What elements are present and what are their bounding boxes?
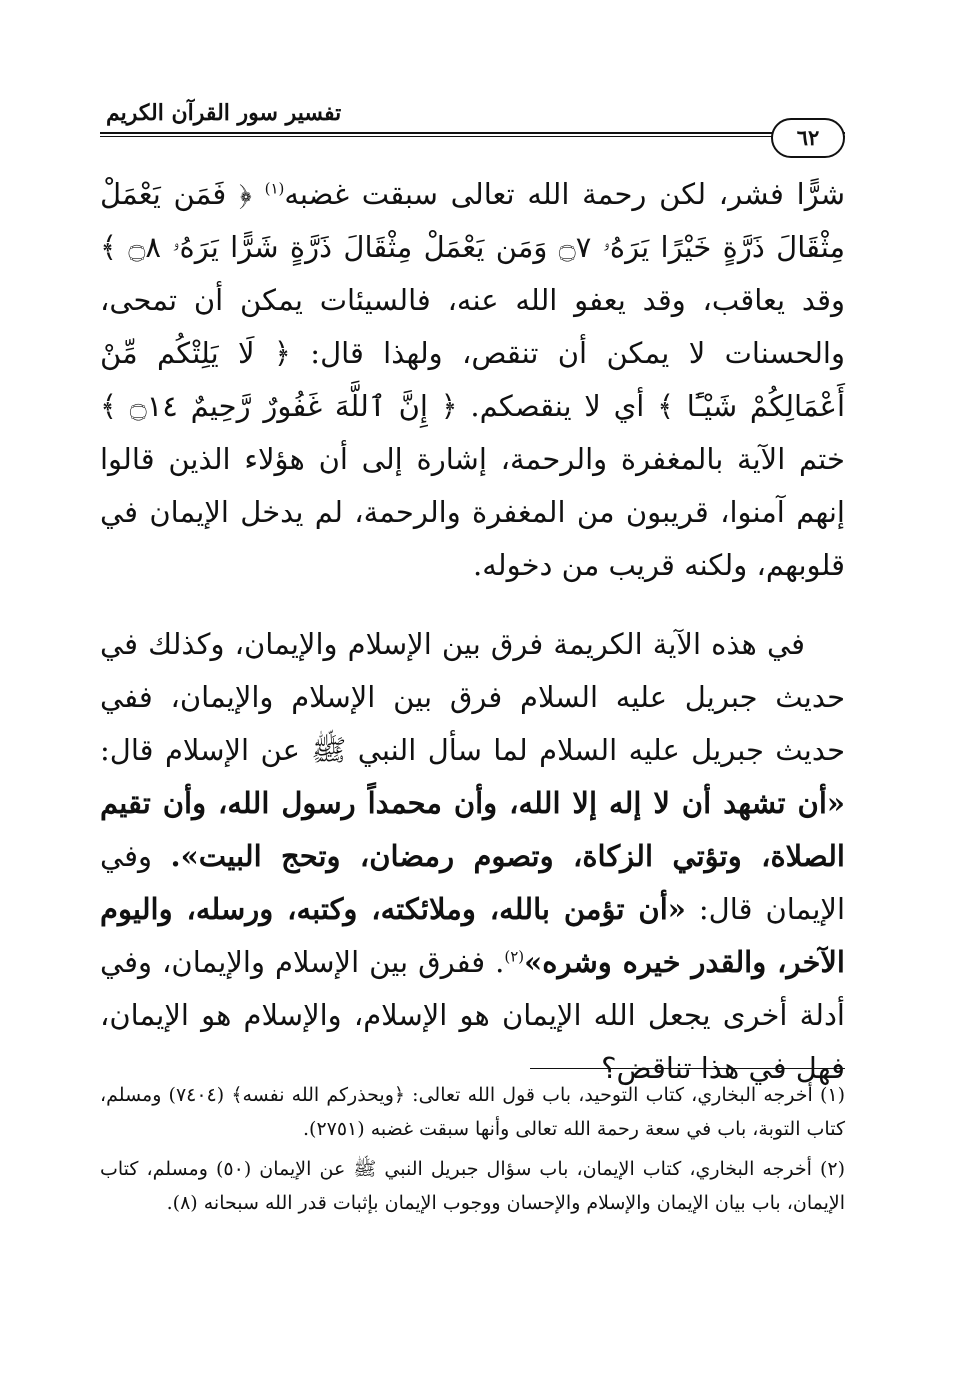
footnote-separator [530,1068,845,1069]
text-segment: . ففرق بين الإسلام والإيمان، وفي أدلة أخرى يجعل الله الإيمان هو الإسلام، والإسلام هو الإيمان، فهل في هذا تناقض؟ [100,945,845,1085]
header-rule-thin [100,136,845,137]
running-title: تفسير سور القرآن الكريم [106,100,342,126]
quran-verse: ﴿ فَمَن يَعْمَلْ مِثْقَالَ ذَرَّةٍ خَيْرًا يَرَهُۥ ۝٧ وَمَن يَعْمَلْ مِثْقَالَ ذَرَّةٍ شَرًّا يَرَهُۥ ۝٨ ﴾ [100,177,845,264]
paragraph-2 [100,618,845,1095]
page-number-badge: ٦٢ [771,118,845,158]
text-segment: وقد يعاقب، وقد يعفو الله عنه، فالسيئات يمكن أن تمحى، والحسنات لا يمكن أن تنقص، ولهذا قال: [100,283,845,370]
quran-verse: ﴿ لَا يَلِتْكُم مِّنْ أَعْمَالِكُمْ شَيْـًٔا ﴾ [100,336,846,423]
footnote-ref-1[interactable]: (١) [264,179,285,198]
text-segment: في هذه الآية الكريمة فرق بين الإسلام والإيمان، وكذلك في حديث جبريل عليه السلام فرق بين الإسلام والإيمان، ففي حديث جبريل عليه السلام لما سأل النبي ﷺ عن الإسلام قال: [100,627,845,767]
paragraph-1 [100,168,845,592]
hadith-quote: «أن تؤمن بالله، وملائكته، وكتبه، ورسله، واليوم الآخر، والقدر خيره وشره» [100,892,845,979]
text-segment: ختم الآية بالمغفرة والرحمة، إشارة إلى أن هؤلاء الذين قالوا إنهم آمنوا، قريبون من المغفرة والرحمة، لم يدخل الإيمان في قلوبهم، ولكنه قريب من دخوله. [100,442,845,582]
footnote-ref-2[interactable]: (٢) [504,947,525,966]
hadith-quote: «أن تشهد أن لا إله إلا الله، وأن محمداً رسول الله، وأن تقيم الصلاة، وتؤتي الزكاة، وتصوم رمضان، وتحج البيت». [100,786,845,873]
footnotes [100,1078,845,1226]
header-rule [100,132,845,134]
main-text [100,168,845,1095]
page-header [100,96,845,152]
text-segment: شرًّا فشر، لكن رحمة الله تعالى سبقت غضبه [284,177,845,211]
footnote-1: (١) أخرجه البخاري، كتاب التوحيد، باب قول الله تعالى: ﴿ويحذركم الله نفسه﴾ (٧٤٠٤) ومسلم، كتاب التوبة، باب في سعة رحمة الله تعالى وأنها سبقت غضبه (٢٧٥١). [100,1084,845,1140]
quran-verse: ﴿ إِنَّ ٱللَّهَ غَفُورٌ رَّحِيمٌ ۝١٤ ﴾ [100,389,458,423]
text-segment: وفي الإيمان قال: [100,839,846,926]
footnote-2: (٢) أخرجه البخاري، كتاب الإيمان، باب سؤال جبريل النبي ﷺ عن الإيمان (٥٠) ومسلم، كتاب الإيمان، باب بيان الإيمان والإسلام والإحسان ووجوب الإيمان بإثبات قدر الله سبحانه (٨). [100,1158,845,1214]
text-segment: أي لا ينقصكم. [470,389,645,423]
